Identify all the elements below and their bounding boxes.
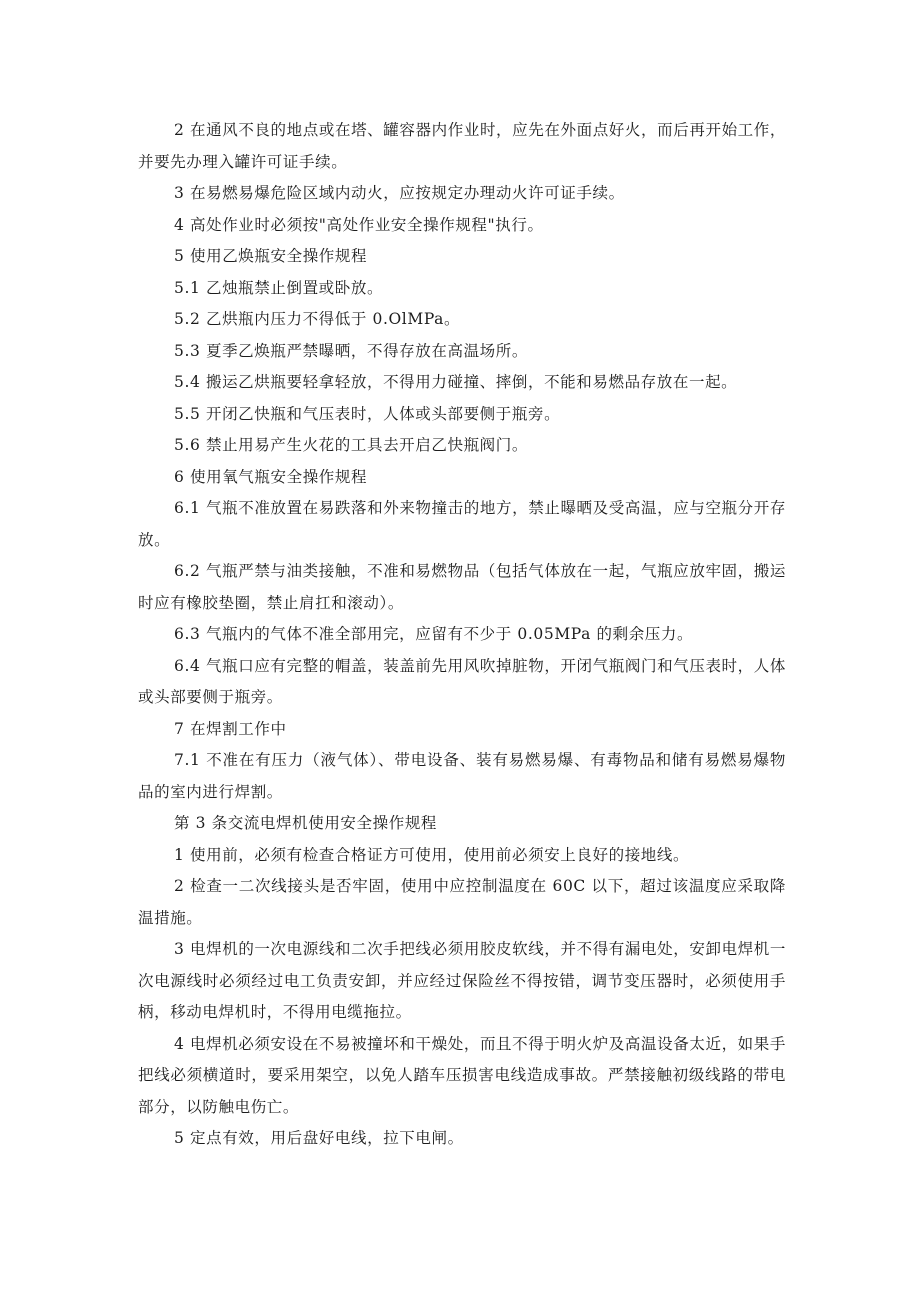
paragraph: 2 检查一二次线接头是否牢固，使用中应控制温度在 60C 以下，超过该温度应采取降温措施。 [138, 877, 786, 927]
paragraph: 7.1 不准在有压力（液气体）、带电设备、装有易燃易爆、有毒物品和储有易燃易爆物品的室内进行焊割。 [138, 751, 786, 801]
section-heading: 7 在焊割工作中 [174, 719, 287, 738]
paragraph: 4 电焊机必须安设在不易被撞坏和干燥处，而且不得于明火炉及高温设备太近，如果手把线必须横道时，要采用架空，以免人踏车压损害电线造成事故。严禁接触初级线路的带电部分，以防触电伤亡。 [138, 1034, 786, 1116]
paragraph: 5.2 乙烘瓶内压力不得低于 0.OlMPa。 [174, 310, 461, 328]
paragraph: 5.5 开闭乙快瓶和气压表时，人体或头部要侧于瓶旁。 [174, 404, 561, 423]
paragraph: 6.2 气瓶严禁与油类接触，不准和易燃物品（包括气体放在一起，气瓶应放牢固，搬运时应有橡胶垫圈，禁止肩扛和滚动）。 [138, 562, 786, 612]
paragraph: 5.3 夏季乙焕瓶严禁曝晒，不得存放在高温场所。 [174, 341, 528, 360]
section-heading: 5 使用乙焕瓶安全操作规程 [174, 247, 368, 265]
section-heading: 6 使用氧气瓶安全操作规程 [174, 467, 368, 486]
document-body [138, 115, 786, 1155]
paragraph: 5.1 乙烛瓶禁止倒置或卧放。 [174, 278, 384, 297]
paragraph: 5.6 禁止用易产生火花的工具去开启乙快瓶阀门。 [174, 436, 528, 454]
paragraph: 1 使用前，必须有检查合格证方可使用，使用前必须安上良好的接地线。 [174, 845, 690, 864]
article-heading: 第 3 条交流电焊机使用安全操作规程 [174, 814, 438, 832]
paragraph: 6.3 气瓶内的气体不准全部用完，应留有不少于 0.05MPa 的剩余压力。 [174, 625, 694, 643]
paragraph: 4 高处作业时必须按"高处作业安全操作规程"执行。 [174, 215, 544, 234]
paragraph: 2 在通风不良的地点或在塔、罐容器内作业时，应先在外面点好火，而后再开始工作，并要先办理入罐许可证手续。 [138, 121, 786, 171]
paragraph: 6.1 气瓶不准放置在易跌落和外来物撞击的地方，禁止曝晒及受高温，应与空瓶分开存放。 [138, 499, 786, 549]
paragraph: 5 定点有效，用后盘好电线，拉下电闸。 [174, 1129, 464, 1147]
paragraph: 6.4 气瓶口应有完整的帽盖，装盖前先用风吹掉脏物，开闭气瓶阀门和气压表时，人体或头部要侧于瓶旁。 [138, 656, 786, 706]
paragraph: 3 在易燃易爆危险区域内动火，应按规定办理动火许可证手续。 [174, 184, 625, 202]
paragraph: 3 电焊机的一次电源线和二次手把线必须用胶皮软线，并不得有漏电处，安卸电焊机一次电源线时必须经过电工负责安卸，并应经过保险丝不得按错，调节变压器时，必须使用手柄，移动电焊机时，不得用电缆拖拉。 [138, 940, 786, 1021]
paragraph: 5.4 搬运乙烘瓶要轻拿轻放，不得用力碰撞、摔倒，不能和易燃品存放在一起。 [174, 373, 738, 391]
